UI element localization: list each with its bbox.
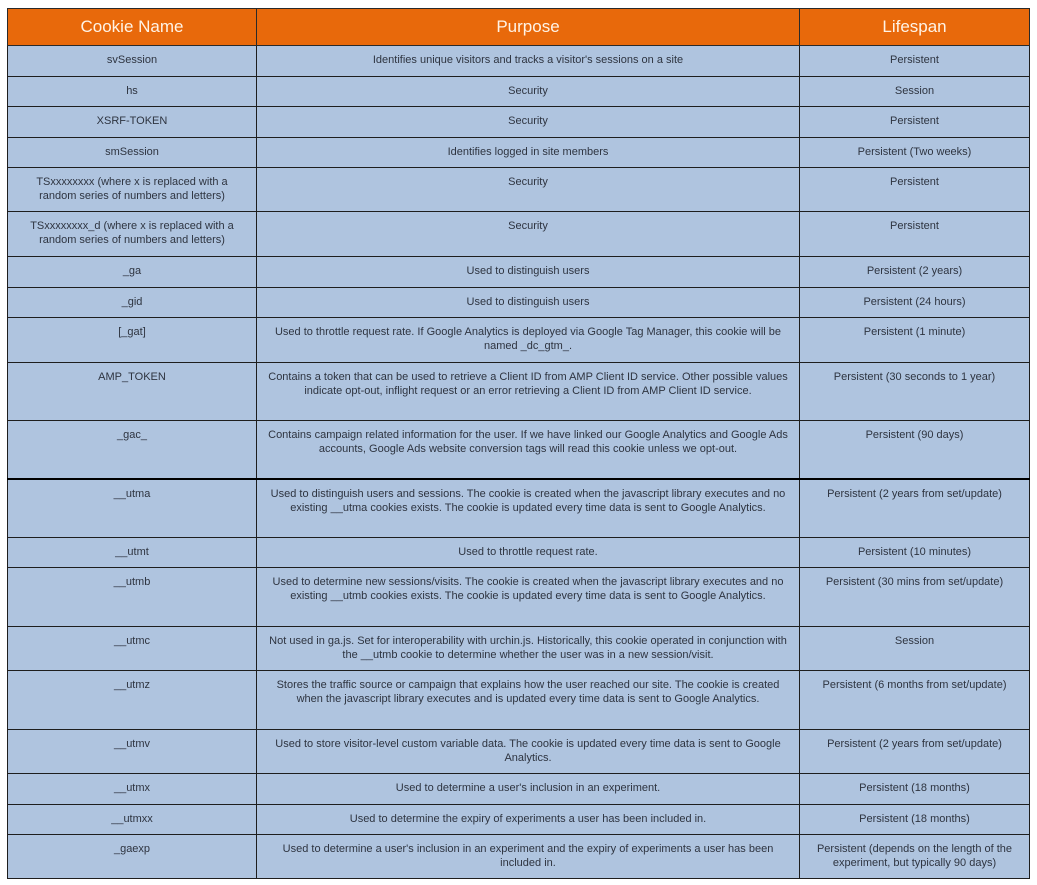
table-body [8,46,1030,879]
cell-lifespan: Persistent (18 months) [800,805,1030,835]
cell-lifespan: Persistent (10 minutes) [800,538,1030,568]
cell-lifespan: Persistent [800,107,1030,138]
cell-lifespan: Persistent [800,212,1030,257]
cell-purpose: Used to distinguish users [257,288,800,318]
cell-purpose: Security [257,212,800,257]
cell-purpose: Used to throttle request rate. [257,538,800,568]
cell-name: svSession [8,46,257,77]
header-cookie-name: Cookie Name [8,9,257,46]
table-row [8,671,1030,730]
cell-name: __utmz [8,671,257,730]
table-row [8,805,1030,835]
cell-name: TSxxxxxxxx (where x is replaced with a random series of numbers and letters) [8,168,257,212]
cell-name: __utmc [8,627,257,671]
cell-purpose: Used to distinguish users [257,257,800,288]
table-row [8,363,1030,421]
table-row [8,107,1030,138]
header-lifespan: Lifespan [800,9,1030,46]
cell-name: TSxxxxxxxx_d (where x is replaced with a random series of numbers and letters) [8,212,257,257]
cell-purpose: Used to determine the expiry of experiments a user has been included in. [257,805,800,835]
cell-lifespan: Persistent (30 seconds to 1 year) [800,363,1030,421]
cell-purpose: Not used in ga.js. Set for interoperability with urchin.js. Historically, this cookie operated in conjunction with the __utmb cookie to determine whether the user was in a new session/visit. [257,627,800,671]
cell-lifespan: Persistent (2 years from set/update) [800,479,1030,538]
table-row [8,774,1030,805]
cell-purpose: Used to distinguish users and sessions. The cookie is created when the javascript library executes and no existing __utma cookies exists. The cookie is updated every time data is sent to Google Analytics. [257,479,800,538]
cell-lifespan: Persistent [800,168,1030,212]
table-row [8,288,1030,318]
table-row [8,730,1030,774]
table-row [8,318,1030,363]
table-row [8,421,1030,479]
cell-lifespan: Persistent (90 days) [800,421,1030,479]
cell-name: __utmx [8,774,257,805]
cell-name: _gid [8,288,257,318]
cell-name: __utma [8,479,257,538]
cell-name: _ga [8,257,257,288]
cell-lifespan: Session [800,627,1030,671]
cell-name: __utmt [8,538,257,568]
cell-name: AMP_TOKEN [8,363,257,421]
cell-lifespan: Persistent (1 minute) [800,318,1030,363]
cell-name: [_gat] [8,318,257,363]
cell-name: hs [8,77,257,107]
cell-purpose: Security [257,168,800,212]
cell-name: _gac_ [8,421,257,479]
cell-purpose: Stores the traffic source or campaign that explains how the user reached our site. The cookie is created when the javascript library executes and is updated every time data is sent to Google Analytics. [257,671,800,730]
cell-purpose: Used to throttle request rate. If Google Analytics is deployed via Google Tag Manager, this cookie will be named _dc_gtm_. [257,318,800,363]
cell-lifespan: Persistent (2 years) [800,257,1030,288]
cell-lifespan: Persistent (24 hours) [800,288,1030,318]
cell-name: _gaexp [8,835,257,879]
table-row [8,568,1030,627]
cell-lifespan: Session [800,77,1030,107]
cell-lifespan: Persistent (30 mins from set/update) [800,568,1030,627]
cookie-table [7,8,1030,879]
cell-purpose: Contains a token that can be used to retrieve a Client ID from AMP Client ID service. Other possible values indicate opt-out, inflight request or an error retrieving a Client ID from AMP Client ID service. [257,363,800,421]
cell-lifespan: Persistent (6 months from set/update) [800,671,1030,730]
table-row [8,479,1030,538]
header-row [8,9,1030,46]
cell-lifespan: Persistent (2 years from set/update) [800,730,1030,774]
header-purpose: Purpose [257,9,800,46]
cell-lifespan: Persistent [800,46,1030,77]
cell-lifespan: Persistent (Two weeks) [800,138,1030,168]
table-row [8,77,1030,107]
cell-name: __utmb [8,568,257,627]
cell-name: smSession [8,138,257,168]
table-row [8,257,1030,288]
table-row [8,627,1030,671]
cell-name: __utmxx [8,805,257,835]
cell-purpose: Contains campaign related information for the user. If we have linked our Google Analytics and Google Ads accounts, Google Ads website conversion tags will read this cookie unless we opt-out. [257,421,800,479]
cell-purpose: Used to determine a user's inclusion in an experiment and the expiry of experiments a user has been included in. [257,835,800,879]
cell-lifespan: Persistent (depends on the length of the experiment, but typically 90 days) [800,835,1030,879]
table-row [8,212,1030,257]
table-row [8,538,1030,568]
cell-lifespan: Persistent (18 months) [800,774,1030,805]
cell-name: XSRF-TOKEN [8,107,257,138]
cell-purpose: Security [257,77,800,107]
cell-purpose: Identifies unique visitors and tracks a visitor's sessions on a site [257,46,800,77]
cell-purpose: Used to determine a user's inclusion in an experiment. [257,774,800,805]
cell-purpose: Identifies logged in site members [257,138,800,168]
table-row [8,168,1030,212]
cell-purpose: Used to determine new sessions/visits. The cookie is created when the javascript library executes and no existing __utmb cookies exists. The cookie is updated every time data is sent to Google Analytics. [257,568,800,627]
table-row [8,46,1030,77]
table-row [8,835,1030,879]
cell-purpose: Security [257,107,800,138]
table-row [8,138,1030,168]
cell-name: __utmv [8,730,257,774]
cell-purpose: Used to store visitor-level custom variable data. The cookie is updated every time data is sent to Google Analytics. [257,730,800,774]
